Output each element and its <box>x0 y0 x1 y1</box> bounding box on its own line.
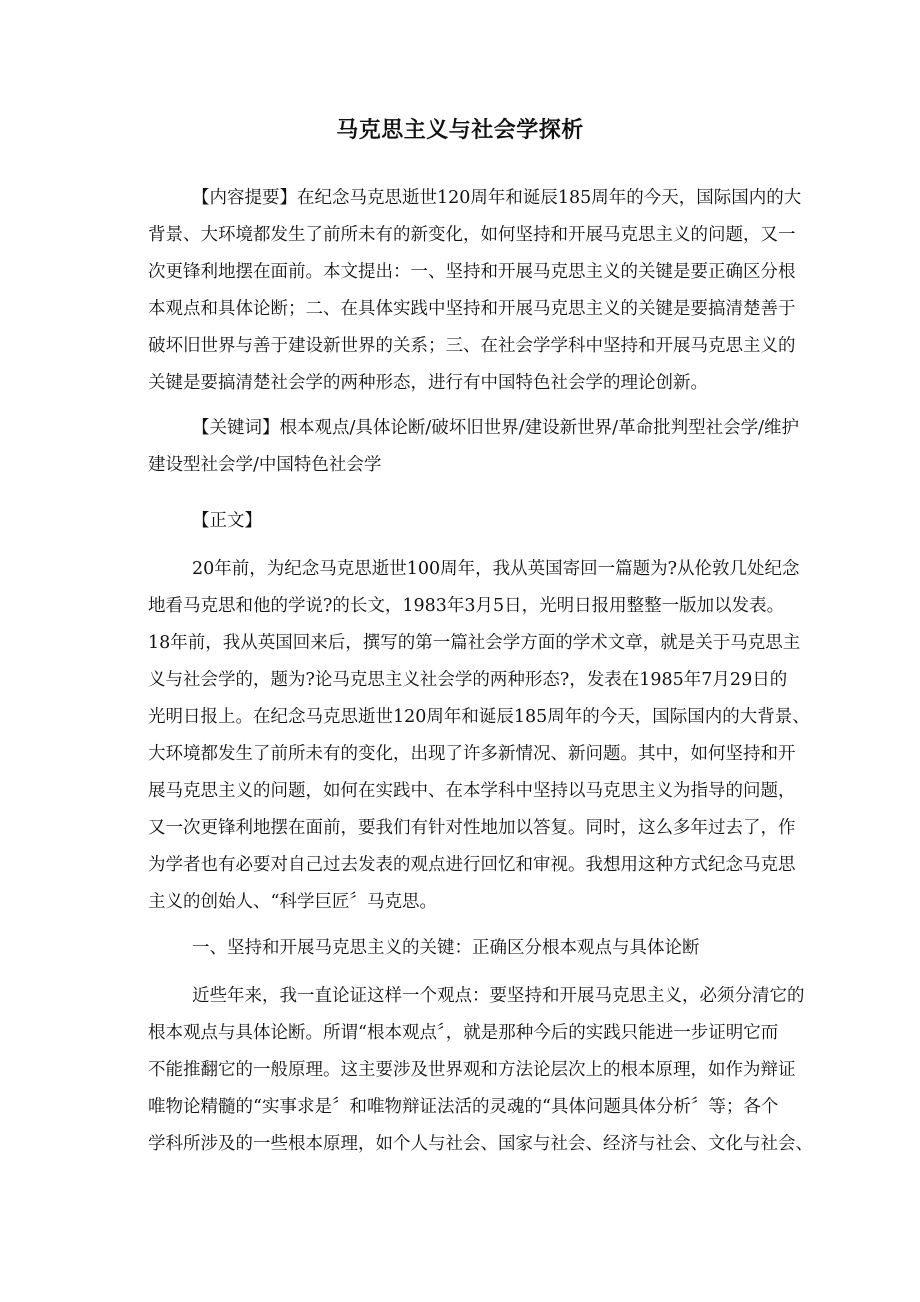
intro-line: 为学者也有必要对自己过去发表的观点进行回忆和审视。我想用这种方式纪念马克思 <box>148 855 796 875</box>
keywords-line: 建设型社会学/中国特色社会学 <box>148 455 382 475</box>
section1-paragraph <box>104 978 816 1163</box>
intro-line: 地看马克思和他的学说?的长文，1983年3月5日，光明日报用整整一版加以发表。 <box>148 596 785 616</box>
section1-line: 唯物论精髓的“实事求是〞和唯物辩证法活的灵魂的“具体问题具体分析〞等；各个 <box>148 1097 779 1117</box>
keywords-paragraph <box>104 410 816 484</box>
section1-line: 近些年来，我一直论证这样一个观点：要坚持和开展马克思主义，必须分清它的 <box>192 986 805 1006</box>
section1-line: 不能推翻它的一般原理。这主要涉及世界观和方法论层次上的根本原理，如作为辩证 <box>148 1060 796 1080</box>
intro-line: 义与社会学的，题为?论马克思主义社会学的两种形态?，发表在1985年7月29日的 <box>148 670 788 690</box>
intro-line: 光明日报上。在纪念马克思逝世120周年和诞辰185周年的今天，国际国内的大背景、 <box>148 707 810 727</box>
abstract-line: 本观点和具体论断；二、在具体实践中坚持和开展马克思主义的关键是要搞清楚善于 <box>148 299 796 319</box>
intro-paragraph <box>104 551 816 921</box>
section1-line: 学科所涉及的一些根本原理，如个人与社会、国家与社会、经济与社会、文化与社会、 <box>148 1134 813 1154</box>
abstract-line: 【内容提要】在纪念马克思逝世120周年和诞辰185周年的今天，国际国内的大 <box>192 188 802 208</box>
intro-line: 18年前，我从英国回来后，撰写的第一篇社会学方面的学术文章，就是关于马克思主 <box>148 633 801 653</box>
abstract-paragraph <box>104 180 816 402</box>
abstract-line: 破坏旧世界与善于建设新世界的关系；三、在社会学学科中坚持和开展马克思主义的 <box>148 336 796 356</box>
abstract-line: 次更锋利地摆在面前。本文提出：一、坚持和开展马克思主义的关键是要正确区分根 <box>148 262 796 282</box>
section1-line: 根本观点与具体论断。所谓“根本观点〞，就是那种今后的实践只能进一步证明它而 <box>148 1023 779 1043</box>
intro-line: 主义的创始人、“科学巨匠〞马克思。 <box>148 892 437 912</box>
intro-line: 展马克思主义的问题，如何在实践中、在本学科中坚持以马克思主义为指导的问题， <box>148 781 796 801</box>
abstract-line: 背景、大环境都发生了前所未有的新变化，如何坚持和开展马克思主义的问题，又一 <box>148 225 796 245</box>
intro-line: 又一次更锋利地摆在面前，要我们有针对性地加以答复。同时，这么多年过去了，作 <box>148 818 796 838</box>
body-label-paragraph <box>104 503 816 540</box>
body-label: 【正文】 <box>192 511 262 531</box>
abstract-line: 关键是要搞清楚社会学的两种形态，进行有中国特色社会学的理论创新。 <box>148 373 708 393</box>
document-title: 马克思主义与社会学探析 <box>336 117 584 143</box>
section1-heading-paragraph <box>104 930 816 967</box>
section-heading: 一、坚持和开展马克思主义的关键：正确区分根本观点与具体论断 <box>192 938 700 958</box>
intro-line: 大环境都发生了前所未有的变化，出现了许多新情况、新问题。其中，如何坚持和开 <box>148 744 796 764</box>
keywords-line: 【关键词】根本观点/具体论断/破坏旧世界/建设新世界/革命批判型社会学/维护 <box>192 418 799 438</box>
intro-line: 20年前，为纪念马克思逝世100周年，我从英国寄回一篇题为?从伦敦几处纪念 <box>192 559 800 579</box>
